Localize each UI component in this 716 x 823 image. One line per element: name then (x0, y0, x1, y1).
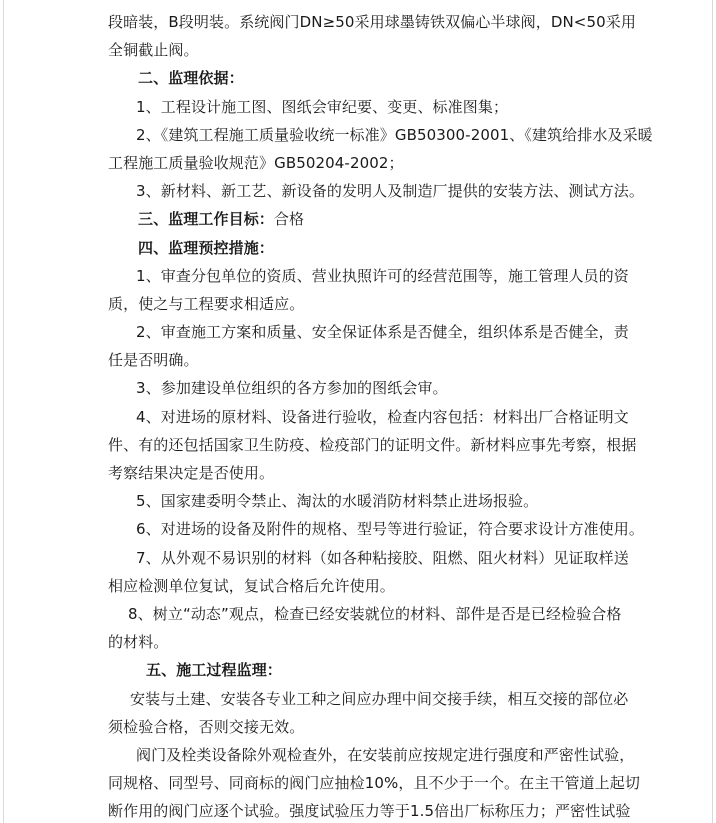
section-heading-basis: 二、监理依据： (138, 69, 244, 88)
section-heading-goal-value: 合格 (273, 210, 305, 229)
paragraph-line: 质，使之与工程要求相适应。 (108, 294, 305, 313)
section-heading-process: 五、施工过程监理： (146, 661, 282, 680)
section-heading-goal-label: 三、监理工作目标： (138, 210, 274, 229)
paragraph-line: 4、对进场的原材料、设备进行验收，检查内容包括：材料出厂合格证明文 (136, 407, 629, 426)
paragraph-line: 须检验合格，否则交接无效。 (108, 717, 305, 736)
paragraph-line: 7、从外观不易识别的材料（如各种粘接胶、阻燃、阻火材料）见证取样送 (136, 548, 629, 567)
section-heading-measures: 四、监理预控措施： (138, 238, 274, 257)
paragraph-line: 8、树立“动态”观点，检查已经安装就位的材料、部件是否是已经检验合格 (128, 604, 622, 623)
paragraph-line: 3、参加建设单位组织的各方参加的图纸会审。 (136, 379, 448, 398)
paragraph-line: 阀门及栓类设备除外观检查外，在安装前应按规定进行强度和严密性试验， (136, 745, 635, 764)
paragraph-line: 1、工程设计施工图、图纸会审纪要、变更、标准图集； (136, 97, 509, 116)
paragraph-line: 相应检测单位复试，复试合格后允许使用。 (108, 576, 395, 595)
paragraph-line: 2、审查施工方案和质量、安全保证体系是否健全，组织体系是否健全，责 (136, 323, 629, 342)
paragraph-line: 件、有的还包括国家卫生防疫、检疫部门的证明文件。新材料应事先考察，根据 (108, 435, 637, 454)
paragraph-line: 考察结果决定是否使用。 (108, 464, 275, 482)
paragraph-line: 工程施工质量验收规范》GB50204-2002； (108, 153, 404, 172)
paragraph-line: 同规格、同型号、同商标的阀门应抽检10%，且不少于一个。在主干管道上起切 (108, 774, 640, 793)
paragraph-line: 6、对进场的设备及附件的规格、型号等进行验证，符合要求设计方准使用。 (136, 520, 644, 539)
paragraph-line: 安装与土建、安装各专业工种之间应办理中间交接手续，相互交接的部位必 (130, 689, 629, 708)
document-body (108, 8, 653, 823)
paragraph-line: 任是否明确。 (108, 351, 199, 370)
paragraph-line: 1、审查分包单位的资质、营业执照许可的经营范围等，施工管理人员的资 (136, 266, 629, 285)
page-left-border (3, 0, 4, 823)
page-right-border (712, 0, 713, 823)
paragraph-line: 5、国家建委明令禁止、淘汰的水暖消防材料禁止进场报验。 (136, 492, 539, 511)
paragraph-line: 2、《建筑工程施工质量验收统一标准》GB50300-2001、《建筑给排水及采暖 (136, 125, 653, 144)
paragraph-line: 断作用的阀门应逐个试验。强度试验压力等于1.5倍出厂标称压力；严密性试验 (108, 802, 631, 821)
paragraph-line: 段暗装，B段明装。系统阀门DN≥50采用球墨铸铁双偏心半球阀，DN<50采用 (108, 13, 636, 31)
paragraph-line: 的材料。 (108, 633, 169, 652)
paragraph-line: 3、新材料、新工艺、新设备的发明人及制造厂提供的安装方法、测试方法。 (136, 182, 644, 201)
paragraph-line: 全铜截止阀。 (108, 41, 199, 60)
section-heading-goal (108, 205, 608, 233)
